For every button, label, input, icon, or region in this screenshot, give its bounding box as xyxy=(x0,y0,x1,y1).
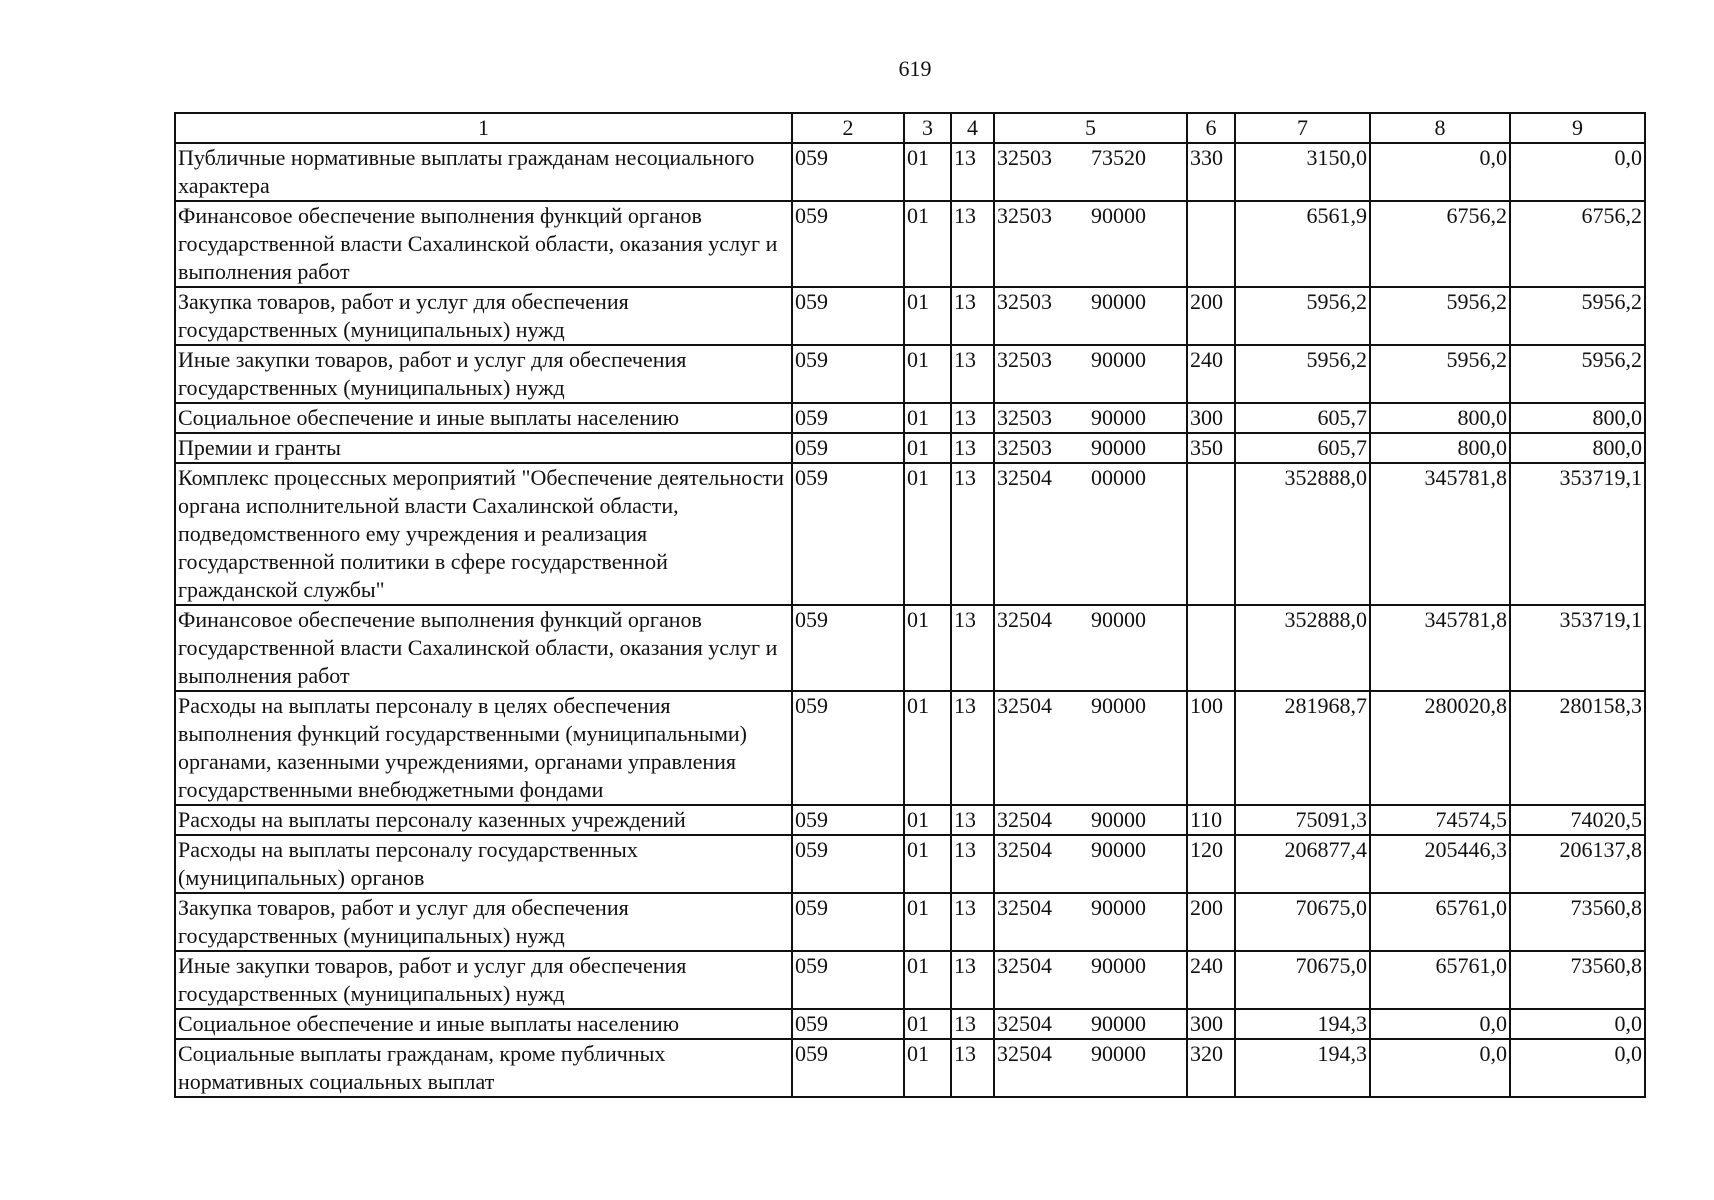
column-header-9: 9 xyxy=(1510,113,1645,143)
row-name-cell: Премии и гранты xyxy=(175,433,792,463)
table-row xyxy=(175,951,1645,1009)
code-cell-6: 300 xyxy=(1187,1009,1235,1039)
value-cell-9: 0,0 xyxy=(1510,143,1645,201)
code-cell-3: 01 xyxy=(904,691,951,805)
code-cell-2: 059 xyxy=(792,463,904,605)
code-cell-2: 059 xyxy=(792,1039,904,1097)
code-cell-4: 13 xyxy=(951,433,994,463)
code-5-part-b: 90000 xyxy=(1091,203,1146,228)
value-cell-9: 73560,8 xyxy=(1510,893,1645,951)
value-cell-9: 6756,2 xyxy=(1510,201,1645,287)
value-cell-9: 353719,1 xyxy=(1510,605,1645,691)
table-row xyxy=(175,805,1645,835)
value-cell-7: 194,3 xyxy=(1235,1039,1370,1097)
value-cell-8: 74574,5 xyxy=(1370,805,1510,835)
value-cell-9: 74020,5 xyxy=(1510,805,1645,835)
code-cell-4: 13 xyxy=(951,893,994,951)
column-header-4: 4 xyxy=(951,113,994,143)
code-cell-5 xyxy=(994,201,1187,287)
table-row xyxy=(175,201,1645,287)
code-5-part-b: 90000 xyxy=(1091,693,1146,718)
code-cell-3: 01 xyxy=(904,835,951,893)
value-cell-8: 5956,2 xyxy=(1370,345,1510,403)
page-number: 619 xyxy=(898,56,932,81)
code-5-part-b: 90000 xyxy=(1091,1011,1146,1036)
value-cell-9: 0,0 xyxy=(1510,1039,1645,1097)
code-cell-2: 059 xyxy=(792,345,904,403)
row-name-cell: Социальное обеспечение и иные выплаты населению xyxy=(175,403,792,433)
value-cell-7: 6561,9 xyxy=(1235,201,1370,287)
code-5-part-b: 90000 xyxy=(1091,607,1146,632)
value-cell-9: 5956,2 xyxy=(1510,345,1645,403)
row-name-cell: Расходы на выплаты персоналу в целях обеспечения выполнения функций государственными (муниципальными) органами, казенными учреждениями, органами управления государственными внебюджетными фондами xyxy=(175,691,792,805)
column-header-7: 7 xyxy=(1235,113,1370,143)
value-cell-8: 0,0 xyxy=(1370,1009,1510,1039)
code-cell-6: 240 xyxy=(1187,345,1235,403)
column-header-8: 8 xyxy=(1370,113,1510,143)
code-5-part-a: 32504 xyxy=(997,953,1052,978)
column-header-6: 6 xyxy=(1187,113,1235,143)
code-cell-4: 13 xyxy=(951,1009,994,1039)
table-row xyxy=(175,1009,1645,1039)
code-cell-3: 01 xyxy=(904,143,951,201)
value-cell-7: 206877,4 xyxy=(1235,835,1370,893)
code-cell-6: 120 xyxy=(1187,835,1235,893)
row-name-cell: Расходы на выплаты персоналу государственных (муниципальных) органов xyxy=(175,835,792,893)
row-name-cell: Закупка товаров, работ и услуг для обеспечения государственных (муниципальных) нужд xyxy=(175,893,792,951)
code-cell-4: 13 xyxy=(951,605,994,691)
value-cell-8: 800,0 xyxy=(1370,403,1510,433)
row-name-cell: Комплекс процессных мероприятий "Обеспечение деятельности органа исполнительной власти Сахалинской области, подведомственного ему учреждения и реализация государственной политики в сфере государственной гражданской службы" xyxy=(175,463,792,605)
value-cell-7: 194,3 xyxy=(1235,1009,1370,1039)
code-cell-3: 01 xyxy=(904,433,951,463)
value-cell-8: 205446,3 xyxy=(1370,835,1510,893)
row-name-cell: Финансовое обеспечение выполнения функций органов государственной власти Сахалинской области, оказания услуг и выполнения работ xyxy=(175,605,792,691)
value-cell-7: 75091,3 xyxy=(1235,805,1370,835)
code-5-part-a: 32503 xyxy=(997,405,1052,430)
code-cell-3: 01 xyxy=(904,605,951,691)
value-cell-9: 353719,1 xyxy=(1510,463,1645,605)
row-name-cell: Социальные выплаты гражданам, кроме публичных нормативных социальных выплат xyxy=(175,1039,792,1097)
code-5-part-b: 90000 xyxy=(1091,405,1146,430)
code-cell-4: 13 xyxy=(951,403,994,433)
code-5-part-b: 90000 xyxy=(1091,347,1146,372)
code-cell-2: 059 xyxy=(792,433,904,463)
table-row xyxy=(175,691,1645,805)
value-cell-7: 70675,0 xyxy=(1235,951,1370,1009)
code-5-part-a: 32503 xyxy=(997,203,1052,228)
value-cell-9: 280158,3 xyxy=(1510,691,1645,805)
table-row xyxy=(175,835,1645,893)
code-cell-4: 13 xyxy=(951,691,994,805)
code-5-part-a: 32504 xyxy=(997,1041,1052,1066)
value-cell-8: 345781,8 xyxy=(1370,463,1510,605)
code-5-part-a: 32503 xyxy=(997,289,1052,314)
value-cell-9: 800,0 xyxy=(1510,433,1645,463)
code-cell-5 xyxy=(994,893,1187,951)
code-5-part-a: 32504 xyxy=(997,1011,1052,1036)
value-cell-8: 65761,0 xyxy=(1370,893,1510,951)
code-5-part-a: 32504 xyxy=(997,693,1052,718)
code-cell-6: 200 xyxy=(1187,893,1235,951)
code-5-part-b: 00000 xyxy=(1091,465,1146,490)
code-5-part-a: 32504 xyxy=(997,807,1052,832)
code-cell-5 xyxy=(994,605,1187,691)
code-cell-3: 01 xyxy=(904,345,951,403)
value-cell-8: 280020,8 xyxy=(1370,691,1510,805)
table-row xyxy=(175,463,1645,605)
table-row xyxy=(175,143,1645,201)
code-cell-4: 13 xyxy=(951,345,994,403)
code-cell-5 xyxy=(994,835,1187,893)
value-cell-7: 281968,7 xyxy=(1235,691,1370,805)
code-cell-5 xyxy=(994,805,1187,835)
table-header-row xyxy=(175,113,1645,143)
code-cell-5 xyxy=(994,951,1187,1009)
row-name-cell: Расходы на выплаты персоналу казенных учреждений xyxy=(175,805,792,835)
code-cell-4: 13 xyxy=(951,835,994,893)
code-cell-3: 01 xyxy=(904,463,951,605)
code-cell-6: 330 xyxy=(1187,143,1235,201)
value-cell-8: 345781,8 xyxy=(1370,605,1510,691)
row-name-cell: Закупка товаров, работ и услуг для обеспечения государственных (муниципальных) нужд xyxy=(175,287,792,345)
code-cell-5 xyxy=(994,1009,1187,1039)
value-cell-7: 70675,0 xyxy=(1235,893,1370,951)
code-cell-4: 13 xyxy=(951,1039,994,1097)
code-cell-2: 059 xyxy=(792,143,904,201)
code-cell-2: 059 xyxy=(792,403,904,433)
code-cell-2: 059 xyxy=(792,287,904,345)
code-cell-5 xyxy=(994,403,1187,433)
code-cell-2: 059 xyxy=(792,201,904,287)
code-cell-6: 240 xyxy=(1187,951,1235,1009)
column-header-5: 5 xyxy=(994,113,1187,143)
code-cell-4: 13 xyxy=(951,951,994,1009)
code-cell-5 xyxy=(994,433,1187,463)
code-5-part-a: 32504 xyxy=(997,607,1052,632)
row-name-cell: Финансовое обеспечение выполнения функций органов государственной власти Сахалинской области, оказания услуг и выполнения работ xyxy=(175,201,792,287)
table-row xyxy=(175,403,1645,433)
row-name-cell: Иные закупки товаров, работ и услуг для обеспечения государственных (муниципальных) нужд xyxy=(175,345,792,403)
value-cell-8: 0,0 xyxy=(1370,143,1510,201)
value-cell-7: 5956,2 xyxy=(1235,287,1370,345)
code-cell-6: 350 xyxy=(1187,433,1235,463)
row-name-cell: Иные закупки товаров, работ и услуг для обеспечения государственных (муниципальных) нужд xyxy=(175,951,792,1009)
code-5-part-b: 90000 xyxy=(1091,435,1146,460)
value-cell-7: 605,7 xyxy=(1235,433,1370,463)
code-5-part-b: 73520 xyxy=(1091,145,1146,170)
row-name-cell: Социальное обеспечение и иные выплаты населению xyxy=(175,1009,792,1039)
table-row xyxy=(175,1039,1645,1097)
code-cell-2: 059 xyxy=(792,605,904,691)
value-cell-7: 5956,2 xyxy=(1235,345,1370,403)
code-5-part-a: 32504 xyxy=(997,895,1052,920)
code-cell-3: 01 xyxy=(904,893,951,951)
code-cell-3: 01 xyxy=(904,951,951,1009)
code-cell-3: 01 xyxy=(904,1039,951,1097)
code-5-part-b: 90000 xyxy=(1091,1041,1146,1066)
code-cell-6 xyxy=(1187,605,1235,691)
code-cell-5 xyxy=(994,1039,1187,1097)
value-cell-7: 352888,0 xyxy=(1235,605,1370,691)
value-cell-9: 206137,8 xyxy=(1510,835,1645,893)
code-5-part-a: 32504 xyxy=(997,465,1052,490)
table-body xyxy=(175,143,1645,1097)
code-5-part-b: 90000 xyxy=(1091,895,1146,920)
table-row xyxy=(175,287,1645,345)
code-cell-2: 059 xyxy=(792,951,904,1009)
code-cell-2: 059 xyxy=(792,893,904,951)
code-5-part-b: 90000 xyxy=(1091,953,1146,978)
code-cell-6 xyxy=(1187,463,1235,605)
code-cell-2: 059 xyxy=(792,805,904,835)
code-5-part-a: 32503 xyxy=(997,145,1052,170)
value-cell-8: 5956,2 xyxy=(1370,287,1510,345)
value-cell-9: 5956,2 xyxy=(1510,287,1645,345)
code-5-part-a: 32503 xyxy=(997,347,1052,372)
column-header-3: 3 xyxy=(904,113,951,143)
code-cell-6: 200 xyxy=(1187,287,1235,345)
row-name-cell: Публичные нормативные выплаты гражданам несоциального характера xyxy=(175,143,792,201)
code-5-part-a: 32504 xyxy=(997,837,1052,862)
value-cell-8: 0,0 xyxy=(1370,1039,1510,1097)
value-cell-8: 65761,0 xyxy=(1370,951,1510,1009)
code-cell-5 xyxy=(994,287,1187,345)
code-cell-5 xyxy=(994,345,1187,403)
code-cell-3: 01 xyxy=(904,201,951,287)
code-cell-6: 100 xyxy=(1187,691,1235,805)
budget-table xyxy=(174,112,1646,1098)
code-5-part-a: 32503 xyxy=(997,435,1052,460)
table-row xyxy=(175,345,1645,403)
code-cell-6: 110 xyxy=(1187,805,1235,835)
code-cell-6: 320 xyxy=(1187,1039,1235,1097)
table-row xyxy=(175,605,1645,691)
value-cell-8: 800,0 xyxy=(1370,433,1510,463)
code-cell-4: 13 xyxy=(951,143,994,201)
code-cell-2: 059 xyxy=(792,1009,904,1039)
code-5-part-b: 90000 xyxy=(1091,289,1146,314)
code-cell-4: 13 xyxy=(951,463,994,605)
code-cell-5 xyxy=(994,463,1187,605)
code-cell-2: 059 xyxy=(792,835,904,893)
code-cell-3: 01 xyxy=(904,287,951,345)
code-cell-3: 01 xyxy=(904,805,951,835)
code-cell-6 xyxy=(1187,201,1235,287)
table-row xyxy=(175,433,1645,463)
value-cell-7: 352888,0 xyxy=(1235,463,1370,605)
column-header-1: 1 xyxy=(175,113,792,143)
code-cell-2: 059 xyxy=(792,691,904,805)
code-cell-3: 01 xyxy=(904,403,951,433)
code-cell-4: 13 xyxy=(951,805,994,835)
value-cell-7: 3150,0 xyxy=(1235,143,1370,201)
value-cell-9: 0,0 xyxy=(1510,1009,1645,1039)
column-header-2: 2 xyxy=(792,113,904,143)
value-cell-7: 605,7 xyxy=(1235,403,1370,433)
code-5-part-b: 90000 xyxy=(1091,807,1146,832)
code-5-part-b: 90000 xyxy=(1091,837,1146,862)
code-cell-4: 13 xyxy=(951,287,994,345)
code-cell-5 xyxy=(994,691,1187,805)
value-cell-9: 73560,8 xyxy=(1510,951,1645,1009)
value-cell-9: 800,0 xyxy=(1510,403,1645,433)
table-row xyxy=(175,893,1645,951)
value-cell-8: 6756,2 xyxy=(1370,201,1510,287)
code-cell-4: 13 xyxy=(951,201,994,287)
code-cell-5 xyxy=(994,143,1187,201)
code-cell-6: 300 xyxy=(1187,403,1235,433)
code-cell-3: 01 xyxy=(904,1009,951,1039)
